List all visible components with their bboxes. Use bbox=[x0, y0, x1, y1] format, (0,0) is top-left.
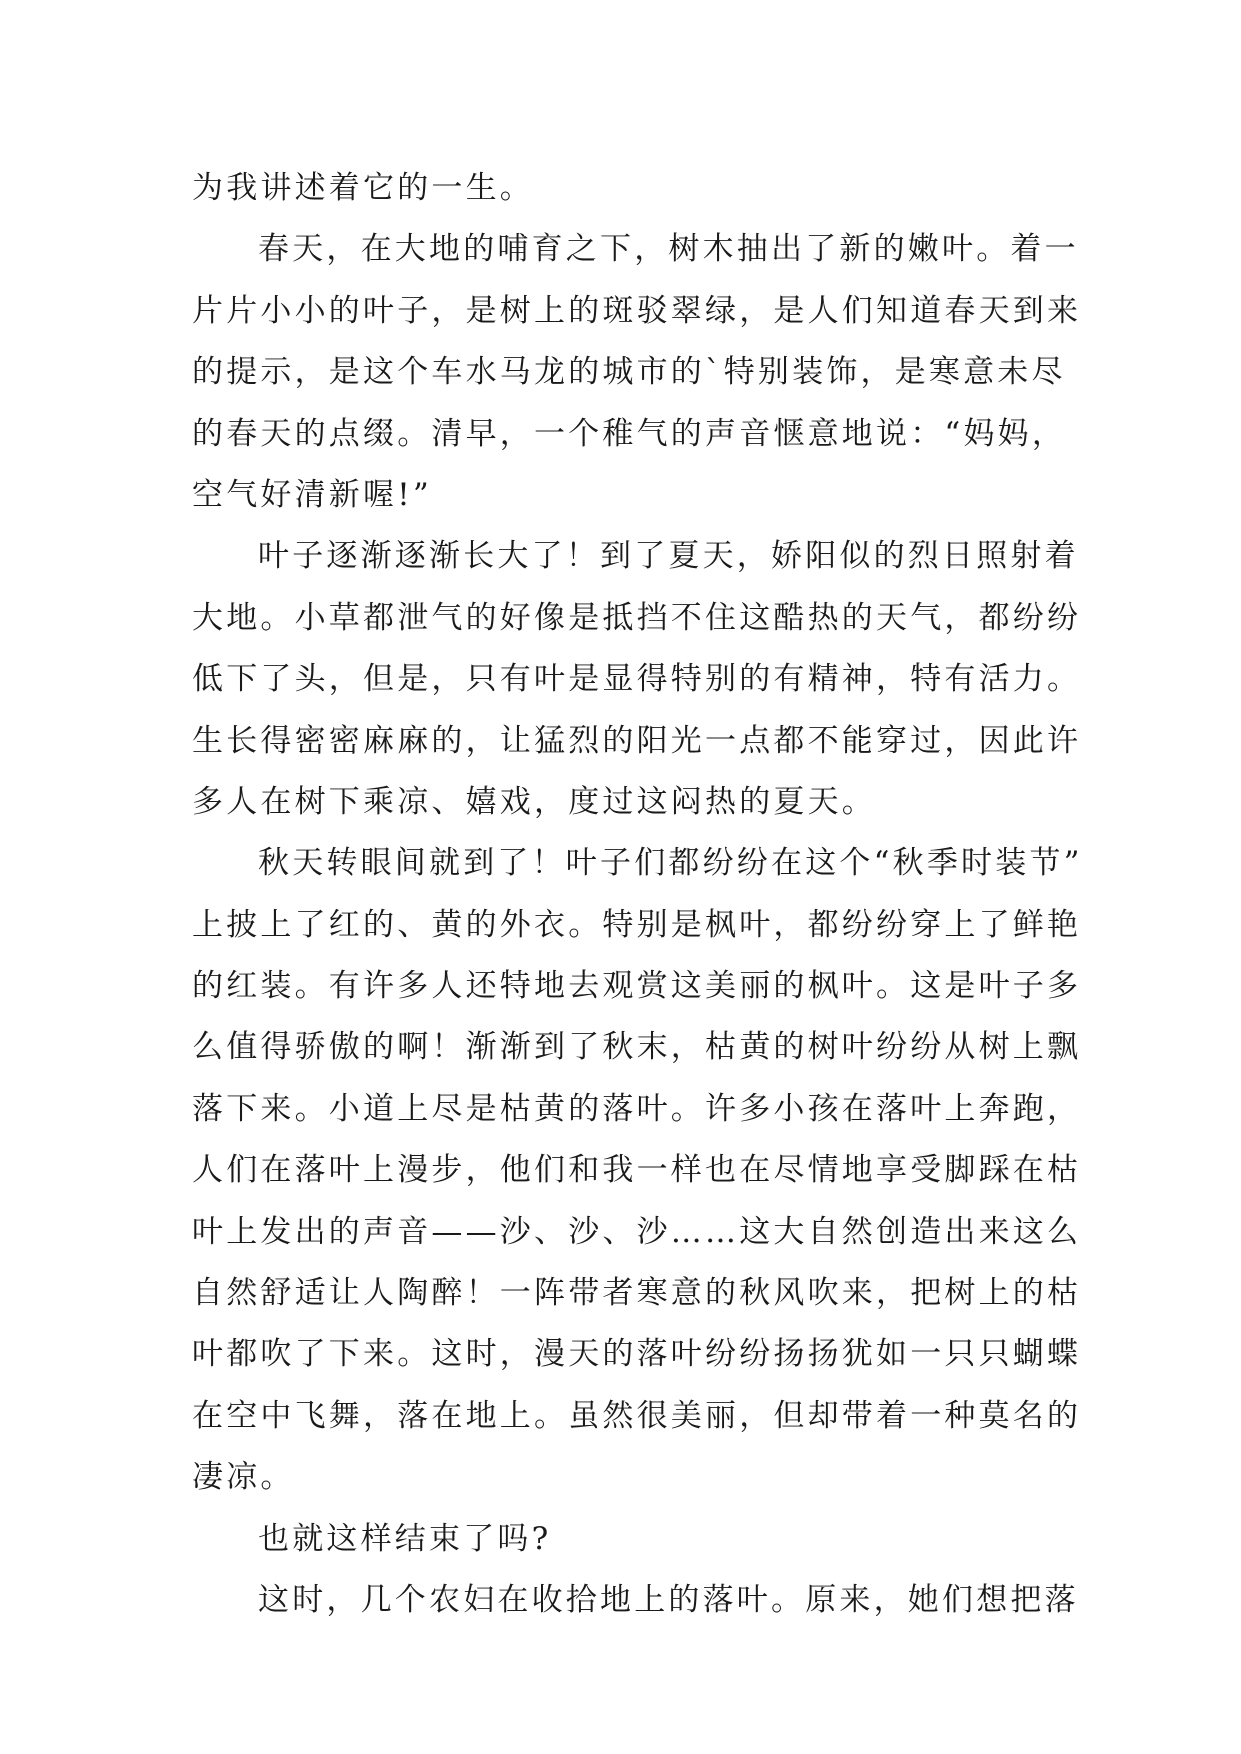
text-line: 落下来。小道上尽是枯黄的落叶。许多小孩在落叶上奔跑， bbox=[192, 1090, 1082, 1127]
text-line: 自然舒适让人陶醉！一阵带者寒意的秋风吹来，把树上的枯 bbox=[192, 1275, 1082, 1312]
text-line: 的春天的点缀。清早，一个稚气的声音惬意地说：“妈妈， bbox=[192, 415, 1067, 452]
text-line: 的提示，是这个车水马龙的城市的`特别装饰，是寒意未尽 bbox=[192, 354, 1066, 391]
text-line: 大地。小草都泄气的好像是抵挡不住这酷热的天气，都纷纷 bbox=[192, 599, 1082, 636]
text-line: 秋天转眼间就到了！叶子们都纷纷在这个“秋季时装节” bbox=[258, 845, 1083, 882]
text-line: 多人在树下乘凉、嬉戏，度过这闷热的夏天。 bbox=[192, 783, 876, 820]
text-line: 低下了头，但是，只有叶是显得特别的有精神，特有活力。 bbox=[192, 661, 1082, 698]
text-line: 在空中飞舞，落在地上。虽然很美丽，但却带着一种莫名的 bbox=[192, 1397, 1082, 1434]
text-line: 叶上发出的声音——沙、沙、沙……这大自然创造出来这么 bbox=[192, 1213, 1082, 1250]
text-line: 么值得骄傲的啊！渐渐到了秋末，枯黄的树叶纷纷从树上飘 bbox=[192, 1029, 1082, 1066]
text-line: 生长得密密麻麻的，让猛烈的阳光一点都不能穿过，因此许 bbox=[192, 722, 1082, 759]
text-line: 片片小小的叶子，是树上的斑驳翠绿，是人们知道春天到来 bbox=[192, 292, 1082, 329]
text-line: 空气好清新喔!” bbox=[192, 476, 432, 513]
text-line: 叶都吹了下来。这时，漫天的落叶纷纷扬扬犹如一只只蝴蝶 bbox=[192, 1336, 1082, 1373]
text-line: 人们在落叶上漫步，他们和我一样也在尽情地享受脚踩在枯 bbox=[192, 1152, 1082, 1189]
text-line: 叶子逐渐逐渐长大了！到了夏天，娇阳似的烈日照射着 bbox=[258, 538, 1079, 575]
text-line: 也就这样结束了吗? bbox=[258, 1520, 552, 1557]
body-text bbox=[192, 158, 1083, 1631]
text-line: 这时，几个农妇在收拾地上的落叶。原来，她们想把落 bbox=[258, 1581, 1079, 1618]
text-line: 的红装。有许多人还特地去观赏这美丽的枫叶。这是叶子多 bbox=[192, 968, 1082, 1005]
text-line: 上披上了红的、黄的外衣。特别是枫叶，都纷纷穿上了鲜艳 bbox=[192, 906, 1082, 943]
text-line: 凄凉。 bbox=[192, 1459, 295, 1496]
text-line: 为我讲述着它的一生。 bbox=[192, 170, 534, 206]
text-line: 春天，在大地的哺育之下，树木抽出了新的嫩叶。着一 bbox=[258, 231, 1079, 268]
